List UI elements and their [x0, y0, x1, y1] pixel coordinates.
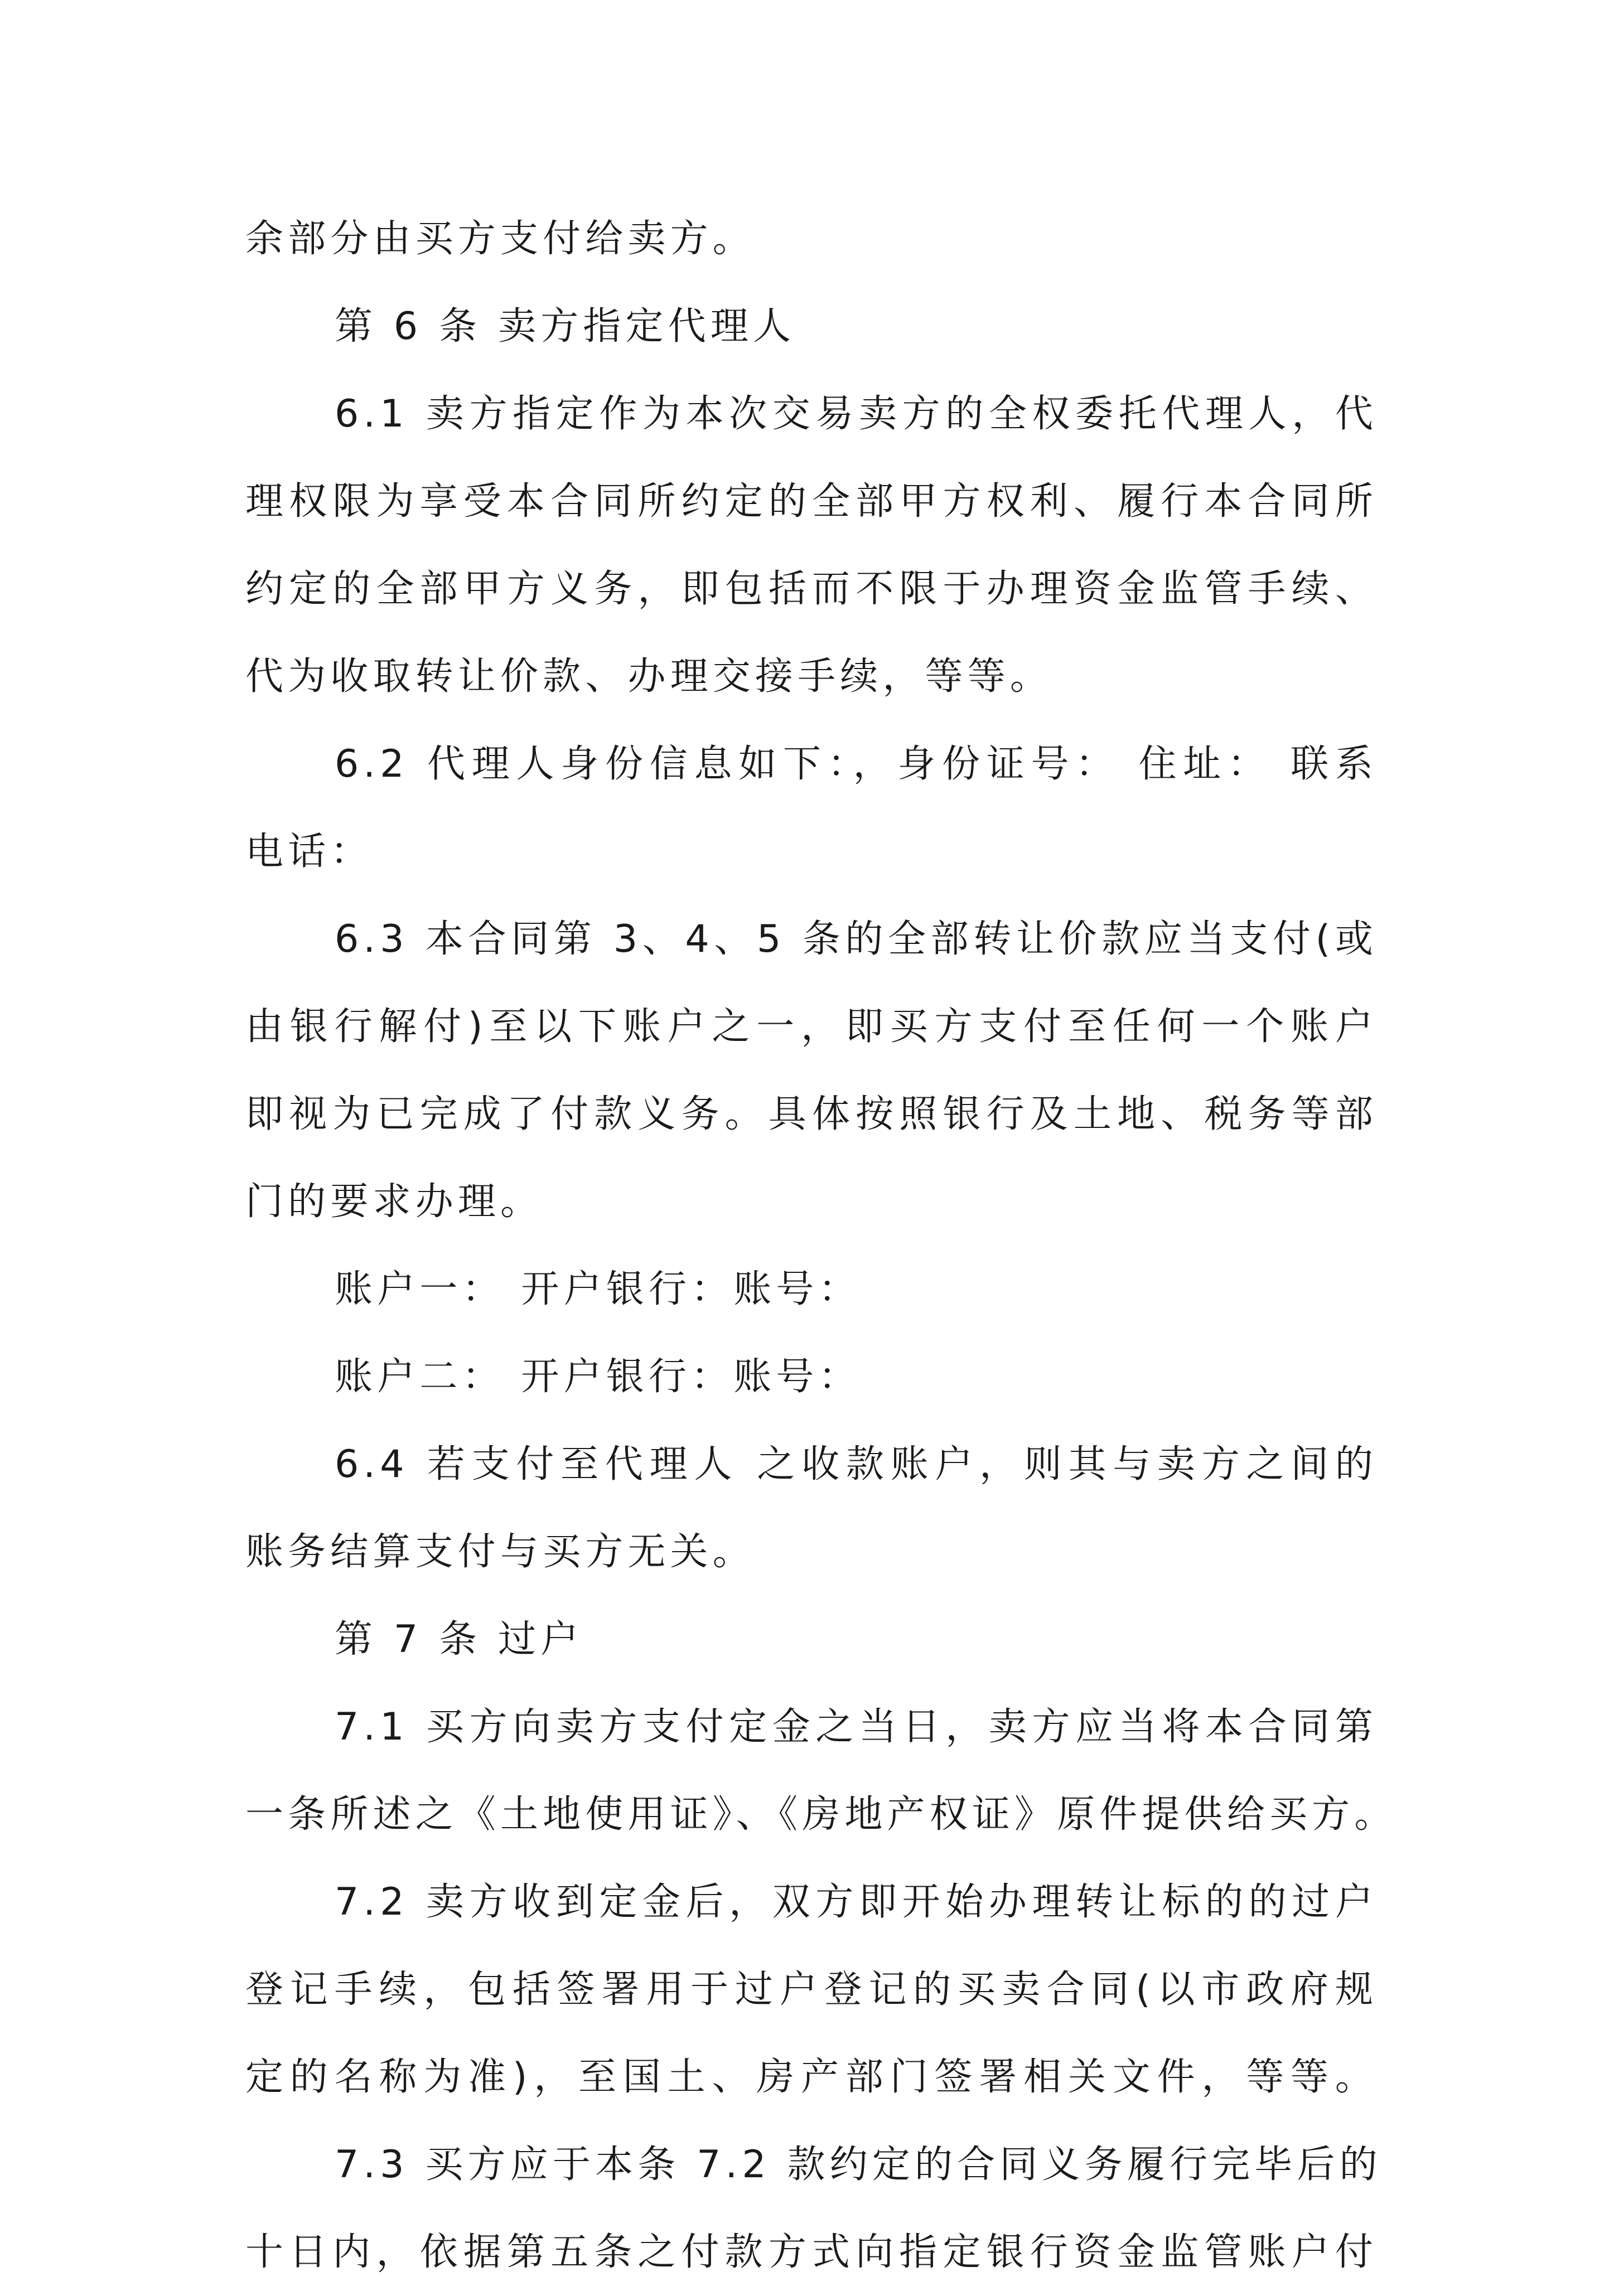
article-heading: 第 6 条 卖方指定代理人 [335, 304, 796, 348]
text-line: 代为收取转让价款、办理交接手续，等等。 [245, 655, 1053, 699]
text-line: 理权限为享受本合同所约定的全部甲方权利、履行本合同所 [245, 479, 1378, 524]
account-line: 账户二： 开户银行：账号： [335, 1355, 861, 1399]
article-heading: 第 7 条 过户 [335, 1617, 583, 1662]
text-line: 即视为已完成了付款义务。具体按照银行及土地、税务等部 [245, 1092, 1378, 1136]
text-line: 定的名称为准)，至国土、房产部门签署相关文件，等等。 [245, 2055, 1378, 2099]
text-line: 7.2 卖方收到定金后，双方即开始办理转让标的的过户 [335, 1880, 1378, 1924]
text-line: 余部分由买方支付给卖方。 [245, 217, 755, 261]
text-line: 7.3 买方应于本条 7.2 款约定的合同义务履行完毕后的 [335, 2143, 1382, 2187]
text-line: 6.2 代理人身份信息如下：，身份证号： 住址： 联系 [335, 742, 1378, 786]
text-line: 账务结算支付与买方无关。 [245, 1530, 755, 1574]
text-line: 6.4 若支付至代理人 之收款账户，则其与卖方之间的 [335, 1442, 1378, 1486]
text-line: 登记手续，包括签署用于过户登记的买卖合同(以市政府规 [245, 1968, 1378, 2012]
text-line: 由银行解付)至以下账户之一，即买方支付至任何一个账户 [245, 1005, 1378, 1049]
text-line: 十日内，依据第五条之付款方式向指定银行资金监管账户付 [245, 2230, 1378, 2274]
text-line: 约定的全部甲方义务，即包括而不限于办理资金监管手续、 [245, 567, 1378, 611]
text-line: 电话： [245, 830, 373, 874]
text-line: 6.1 卖方指定作为本次交易卖方的全权委托代理人，代 [335, 392, 1378, 436]
account-line: 账户一： 开户银行：账号： [335, 1267, 861, 1311]
text-line: 6.3 本合同第 3、4、5 条的全部转让价款应当支付(或 [335, 917, 1378, 961]
text-line: 门的要求办理。 [245, 1180, 543, 1224]
text-line: 一条所述之《土地使用证》、《房地产权证》原件提供给买方。 [245, 1793, 1397, 1837]
document-body [245, 195, 1397, 2296]
text-line: 7.1 买方向卖方支付定金之当日，卖方应当将本合同第 [335, 1705, 1378, 1749]
